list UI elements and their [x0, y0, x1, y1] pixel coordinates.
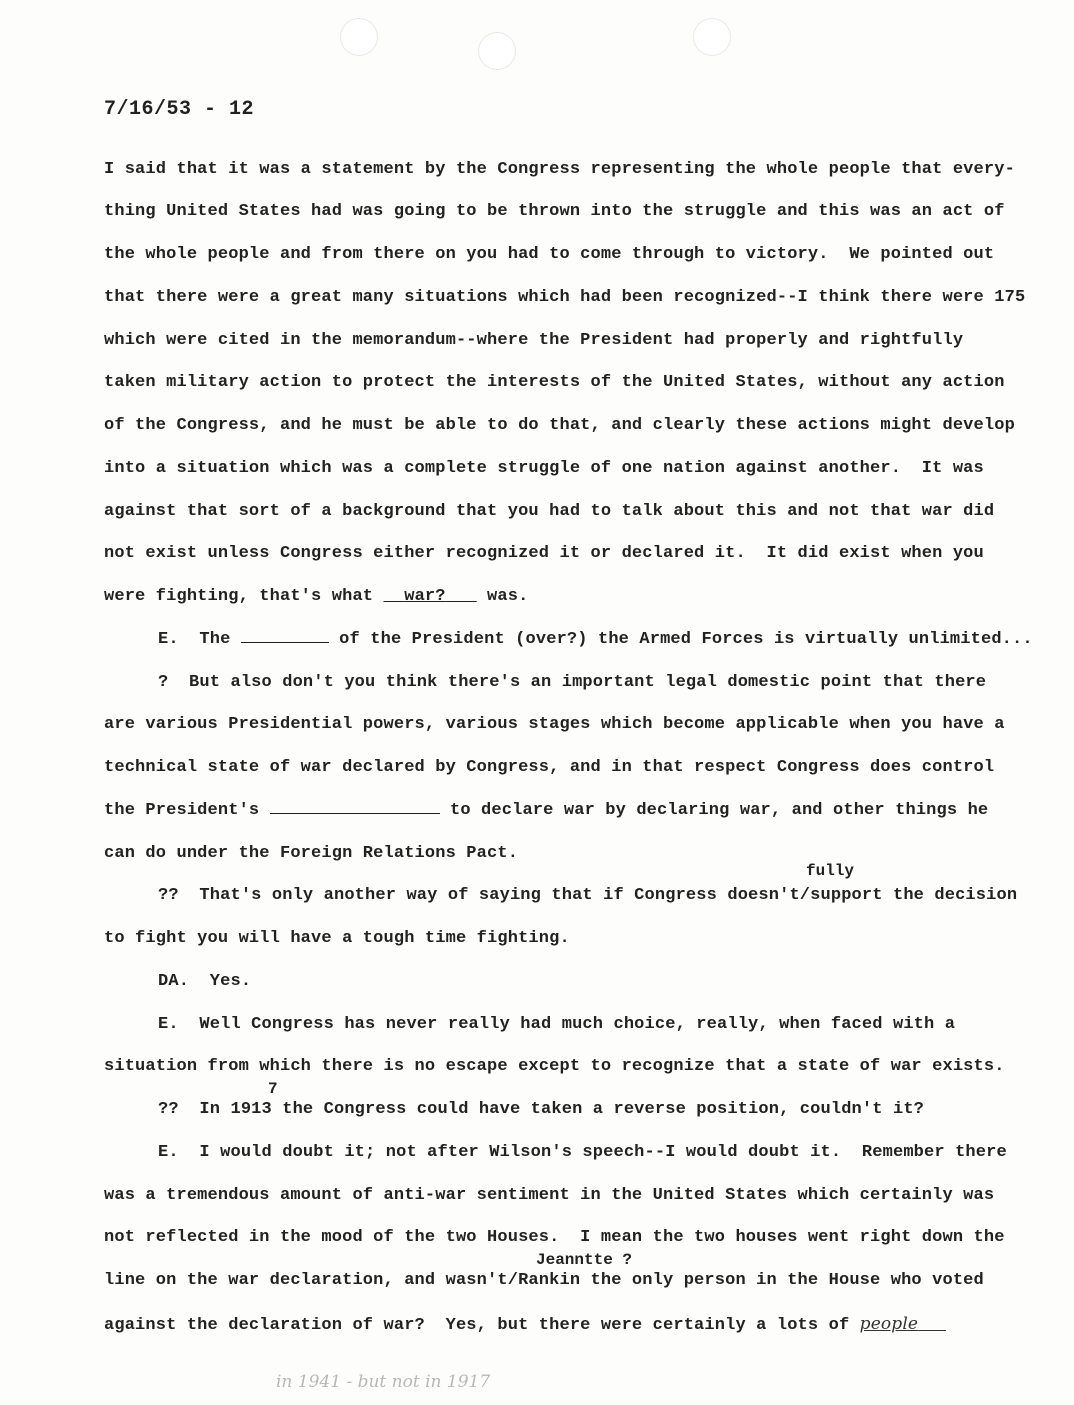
text-fragment: of the President (over?) the Armed Forces is virtually unlimited... [328, 630, 1033, 649]
annotation-fully: fully [806, 862, 855, 880]
text-line: can do under the Foreign Relations Pact. [104, 844, 519, 863]
text-line: against that sort of a background that you had to talk about this and not that war did [104, 502, 995, 521]
text-line-war [104, 587, 528, 606]
blank-line [270, 812, 440, 814]
text-line: was a tremendous amount of anti-war sentiment in the United States which certainly was [104, 1186, 995, 1205]
text-line: are various Presidential powers, various stages which become applicable when you have a [104, 715, 1005, 734]
text-line: ?? In 1913 the Congress could have taken a reverse position, couldn't it? [158, 1100, 925, 1119]
text-line: which were cited in the memorandum--where the President had properly and rightfully [104, 331, 964, 350]
text-fragment: were fighting, that's what [104, 587, 384, 606]
text-fragment: against the declaration of war? Yes, but there were certainly a lots of [104, 1316, 860, 1335]
text-line: of the Congress, and he must be able to do that, and clearly these actions might develop [104, 416, 1015, 435]
text-line: DA. Yes. [158, 972, 252, 991]
text-line: situation from which there is no escape except to recognize that a state of war exists. [104, 1057, 1005, 1076]
text-line: E. I would doubt it; not after Wilson's speech--I would doubt it. Remember there [158, 1143, 1007, 1162]
text-fragment: was. [476, 587, 529, 606]
text-line: to fight you will have a tough time fighting. [104, 929, 570, 948]
text-line-last [104, 1314, 946, 1335]
text-line: into a situation which was a complete struggle of one nation against another. It was [104, 459, 984, 478]
text-line: ?? That's only another way of saying that if Congress doesn't/support the decision [158, 886, 1018, 905]
handwritten-word: people [859, 1314, 919, 1334]
punch-hole-right [693, 18, 731, 56]
text-line: not exist unless Congress either recognized it or declared it. It did exist when you [104, 544, 984, 563]
text-line: taken military action to protect the interests of the United States, without any action [104, 373, 1005, 392]
text-line: not reflected in the mood of the two Houses. I mean the two houses went right down the [104, 1228, 1005, 1247]
text-line: E. Well Congress has never really had much choice, really, when faced with a [158, 1015, 956, 1034]
text-line-presidents [104, 801, 988, 820]
text-fragment: E. The [158, 630, 241, 649]
underlined-word: war? [404, 587, 446, 606]
handwritten-note: in 1941 - but not in 1917 [276, 1372, 491, 1392]
text-line: thing United States had was going to be thrown into the struggle and this was an act of [104, 202, 1005, 221]
text-line: technical state of war declared by Congress, and in that respect Congress does control [104, 758, 995, 777]
page-header: 7/16/53 - 12 [104, 98, 255, 121]
text-line: ? But also don't you think there's an important legal domestic point that there [158, 673, 987, 692]
blank-line [241, 641, 329, 643]
annotation-jeannette: Jeanntte ? [536, 1251, 633, 1269]
text-line: line on the war declaration, and wasn't/Rankin the only person in the House who voted [104, 1271, 984, 1290]
text-line: I said that it was a statement by the Congress representing the whole people that every- [104, 160, 1015, 179]
text-line: that there were a great many situations which had been recognized--I think there were 175 [104, 288, 1026, 307]
paragraph-e-unlimited [158, 630, 1033, 649]
punch-hole-left [340, 18, 378, 56]
text-line: the whole people and from there on you had to come through to victory. We pointed out [104, 245, 995, 264]
annotation-seven: 7 [268, 1080, 278, 1098]
punch-hole-center [478, 32, 516, 70]
text-fragment: to declare war by declaring war, and other things he [439, 801, 989, 820]
text-fragment: the President's [104, 801, 270, 820]
